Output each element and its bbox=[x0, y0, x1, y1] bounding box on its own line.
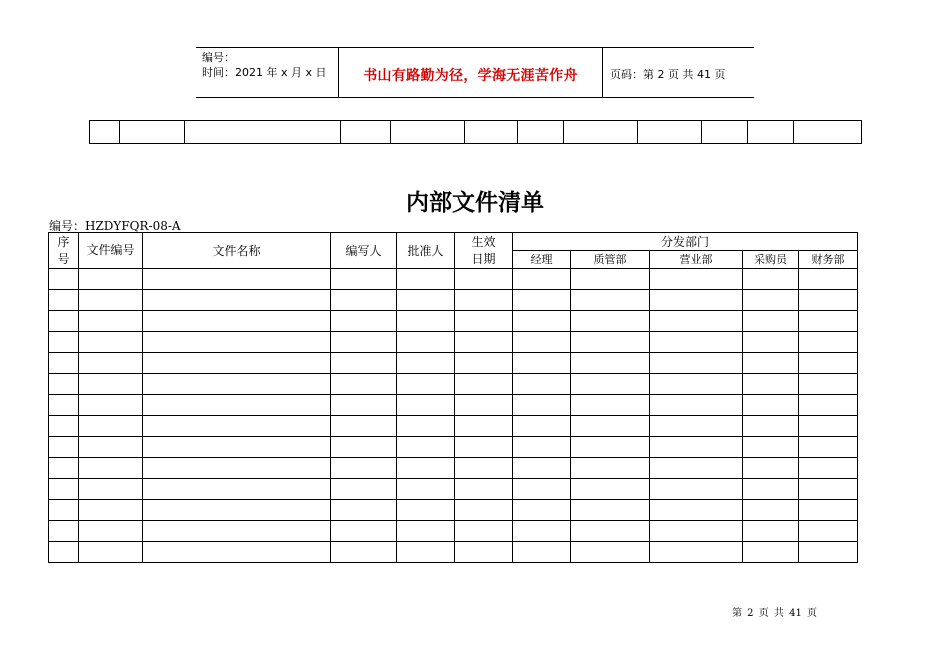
table-cell bbox=[799, 353, 858, 374]
table-cell bbox=[743, 332, 799, 353]
table-cell bbox=[397, 332, 455, 353]
table-cell bbox=[331, 479, 397, 500]
table-cell bbox=[331, 311, 397, 332]
table-cell bbox=[143, 332, 331, 353]
table-cell bbox=[331, 290, 397, 311]
document-code: 编号：HZDYFQR-08-A bbox=[49, 219, 181, 233]
table-cell bbox=[49, 542, 79, 563]
page-header bbox=[196, 47, 754, 98]
table-cell bbox=[143, 374, 331, 395]
table-cell bbox=[743, 395, 799, 416]
table-cell bbox=[650, 374, 743, 395]
table-body bbox=[49, 269, 858, 563]
strip-cell bbox=[465, 121, 518, 143]
table-cell bbox=[143, 311, 331, 332]
table-cell bbox=[799, 521, 858, 542]
table-cell bbox=[571, 416, 650, 437]
table-cell bbox=[743, 521, 799, 542]
table-cell bbox=[571, 458, 650, 479]
page-footer: 第 2 页 共 41 页 bbox=[732, 608, 817, 619]
table-cell bbox=[571, 269, 650, 290]
table-cell bbox=[513, 374, 571, 395]
table-cell bbox=[799, 374, 858, 395]
table-row bbox=[49, 479, 858, 500]
table-cell bbox=[743, 479, 799, 500]
table-cell bbox=[397, 458, 455, 479]
table-cell bbox=[397, 521, 455, 542]
table-cell bbox=[397, 311, 455, 332]
table-cell bbox=[513, 395, 571, 416]
table-cell bbox=[49, 332, 79, 353]
table-cell bbox=[571, 437, 650, 458]
table-cell bbox=[79, 374, 143, 395]
header-dept-sales: 营业部 bbox=[650, 251, 743, 269]
table-cell bbox=[49, 290, 79, 311]
header-file-name: 文件名称 bbox=[143, 233, 331, 269]
document-title: 内部文件清单 bbox=[406, 189, 544, 216]
table-cell bbox=[143, 269, 331, 290]
table-cell bbox=[79, 437, 143, 458]
header-page-number: 页码：第 2 页 共 41 页 bbox=[610, 68, 726, 81]
table-cell bbox=[799, 479, 858, 500]
table-cell bbox=[799, 500, 858, 521]
table-cell bbox=[49, 500, 79, 521]
table-cell bbox=[79, 353, 143, 374]
table-cell bbox=[571, 395, 650, 416]
table-cell bbox=[571, 374, 650, 395]
table-cell bbox=[571, 311, 650, 332]
header-dept-quality: 质管部 bbox=[571, 251, 650, 269]
table-cell bbox=[799, 290, 858, 311]
table-cell bbox=[455, 416, 513, 437]
table-cell bbox=[650, 542, 743, 563]
table-cell bbox=[799, 542, 858, 563]
table-cell bbox=[143, 521, 331, 542]
table-cell bbox=[331, 269, 397, 290]
table-row bbox=[49, 458, 858, 479]
table-cell bbox=[571, 479, 650, 500]
strip-cell bbox=[638, 121, 702, 143]
table-cell bbox=[455, 458, 513, 479]
table-row bbox=[49, 521, 858, 542]
table-cell bbox=[143, 395, 331, 416]
table-cell bbox=[799, 416, 858, 437]
strip-cell bbox=[564, 121, 638, 143]
table-cell bbox=[143, 458, 331, 479]
table-cell bbox=[650, 479, 743, 500]
header-dept-finance: 财务部 bbox=[799, 251, 858, 269]
table-cell bbox=[455, 290, 513, 311]
table-row bbox=[49, 437, 858, 458]
strip-cell bbox=[391, 121, 465, 143]
table-cell bbox=[49, 458, 79, 479]
header-seq-label: 序号 bbox=[57, 234, 70, 266]
table-cell bbox=[397, 437, 455, 458]
strip-cell bbox=[185, 121, 341, 143]
table-cell bbox=[331, 416, 397, 437]
table-cell bbox=[743, 353, 799, 374]
table-cell bbox=[650, 353, 743, 374]
table-cell bbox=[331, 332, 397, 353]
table-cell bbox=[49, 416, 79, 437]
table-cell bbox=[331, 500, 397, 521]
table-cell bbox=[143, 353, 331, 374]
document-date: 时间：2021 年 x 月 x 日 bbox=[202, 66, 327, 79]
header-divider bbox=[602, 48, 603, 97]
table-cell bbox=[79, 458, 143, 479]
table-cell bbox=[799, 458, 858, 479]
table-cell bbox=[513, 269, 571, 290]
table-cell bbox=[743, 290, 799, 311]
table-cell bbox=[331, 458, 397, 479]
header-dept-manager: 经理 bbox=[513, 251, 571, 269]
table-cell bbox=[79, 311, 143, 332]
table-cell bbox=[799, 437, 858, 458]
table-cell bbox=[455, 332, 513, 353]
file-list-table bbox=[48, 232, 858, 563]
table-row bbox=[49, 290, 858, 311]
table-row bbox=[49, 353, 858, 374]
strip-cell bbox=[748, 121, 794, 143]
table-cell bbox=[49, 521, 79, 542]
table-cell bbox=[513, 290, 571, 311]
header-motto: 书山有路勤为径，学海无涯苦作舟 bbox=[363, 68, 578, 84]
header-effective-date bbox=[455, 233, 513, 269]
table-cell bbox=[79, 416, 143, 437]
table-cell bbox=[49, 479, 79, 500]
table-cell bbox=[455, 311, 513, 332]
table-cell bbox=[397, 479, 455, 500]
table-cell bbox=[331, 353, 397, 374]
table-cell bbox=[513, 416, 571, 437]
table-cell bbox=[650, 521, 743, 542]
table-cell bbox=[455, 374, 513, 395]
table-cell bbox=[571, 542, 650, 563]
strip-cell bbox=[90, 121, 120, 143]
table-cell bbox=[79, 332, 143, 353]
table-row bbox=[49, 269, 858, 290]
table-cell bbox=[331, 521, 397, 542]
table-cell bbox=[79, 269, 143, 290]
header-file-no-label: 文件编号 bbox=[86, 243, 135, 257]
table-cell bbox=[455, 269, 513, 290]
table-cell bbox=[799, 269, 858, 290]
table-cell bbox=[49, 269, 79, 290]
table-cell bbox=[455, 353, 513, 374]
table-cell bbox=[79, 521, 143, 542]
table-cell bbox=[397, 290, 455, 311]
table-cell bbox=[513, 542, 571, 563]
table-cell bbox=[79, 290, 143, 311]
table-cell bbox=[397, 395, 455, 416]
table-cell bbox=[455, 479, 513, 500]
table-cell bbox=[397, 374, 455, 395]
table-row bbox=[49, 374, 858, 395]
table-cell bbox=[650, 458, 743, 479]
table-cell bbox=[513, 311, 571, 332]
header-distribution: 分发部门 bbox=[513, 233, 858, 251]
document-number-label: 编号： bbox=[202, 51, 235, 64]
table-cell bbox=[650, 416, 743, 437]
strip-cell bbox=[702, 121, 748, 143]
table-cell bbox=[143, 542, 331, 563]
table-cell bbox=[743, 500, 799, 521]
header-file-no bbox=[79, 233, 143, 269]
table-cell bbox=[571, 332, 650, 353]
header-info bbox=[202, 50, 327, 80]
table-cell bbox=[79, 395, 143, 416]
table-cell bbox=[513, 521, 571, 542]
table-cell bbox=[455, 437, 513, 458]
table-cell bbox=[397, 269, 455, 290]
table-cell bbox=[743, 542, 799, 563]
table-cell bbox=[331, 542, 397, 563]
table-row bbox=[49, 332, 858, 353]
table-cell bbox=[571, 521, 650, 542]
table-cell bbox=[650, 332, 743, 353]
table-cell bbox=[397, 353, 455, 374]
header-effective-label: 生效日期 bbox=[471, 234, 496, 266]
table-cell bbox=[650, 395, 743, 416]
strip-cell bbox=[120, 121, 185, 143]
table-cell bbox=[143, 416, 331, 437]
empty-strip-table bbox=[89, 120, 862, 144]
table-cell bbox=[650, 269, 743, 290]
table-cell bbox=[331, 395, 397, 416]
header-approver: 批准人 bbox=[397, 233, 455, 269]
table-cell bbox=[79, 479, 143, 500]
table-row bbox=[49, 542, 858, 563]
table-cell bbox=[397, 500, 455, 521]
table-row bbox=[49, 395, 858, 416]
table-cell bbox=[49, 374, 79, 395]
table-cell bbox=[743, 374, 799, 395]
table-cell bbox=[143, 437, 331, 458]
table-cell bbox=[743, 458, 799, 479]
table-cell bbox=[513, 437, 571, 458]
table-cell bbox=[143, 290, 331, 311]
header-seq bbox=[49, 233, 79, 269]
table-cell bbox=[49, 395, 79, 416]
table-cell bbox=[799, 311, 858, 332]
strip-cell bbox=[341, 121, 391, 143]
table-cell bbox=[513, 332, 571, 353]
table-cell bbox=[397, 542, 455, 563]
table-cell bbox=[455, 500, 513, 521]
table-cell bbox=[455, 542, 513, 563]
table-cell bbox=[143, 500, 331, 521]
table-cell bbox=[571, 500, 650, 521]
table-cell bbox=[331, 374, 397, 395]
table-cell bbox=[571, 290, 650, 311]
table-cell bbox=[79, 542, 143, 563]
strip-cell bbox=[518, 121, 564, 143]
table-cell bbox=[49, 437, 79, 458]
table-cell bbox=[743, 416, 799, 437]
table-cell bbox=[513, 500, 571, 521]
table-cell bbox=[743, 269, 799, 290]
table-cell bbox=[143, 479, 331, 500]
table-cell bbox=[513, 458, 571, 479]
table-row bbox=[49, 416, 858, 437]
table-cell bbox=[513, 353, 571, 374]
header-dept-buyer: 采购员 bbox=[743, 251, 799, 269]
table-cell bbox=[79, 500, 143, 521]
table-cell bbox=[455, 395, 513, 416]
table-cell bbox=[743, 437, 799, 458]
table-cell bbox=[455, 521, 513, 542]
table-cell bbox=[650, 500, 743, 521]
table-cell bbox=[650, 311, 743, 332]
table-cell bbox=[743, 311, 799, 332]
table-cell bbox=[49, 353, 79, 374]
table-cell bbox=[513, 479, 571, 500]
table-cell bbox=[331, 437, 397, 458]
table-cell bbox=[799, 395, 858, 416]
table-row bbox=[49, 311, 858, 332]
header-writer: 编写人 bbox=[331, 233, 397, 269]
table-cell bbox=[650, 437, 743, 458]
table-cell bbox=[49, 311, 79, 332]
table-cell bbox=[397, 416, 455, 437]
table-row bbox=[49, 500, 858, 521]
table-cell bbox=[571, 353, 650, 374]
table-cell bbox=[650, 290, 743, 311]
table-cell bbox=[799, 332, 858, 353]
